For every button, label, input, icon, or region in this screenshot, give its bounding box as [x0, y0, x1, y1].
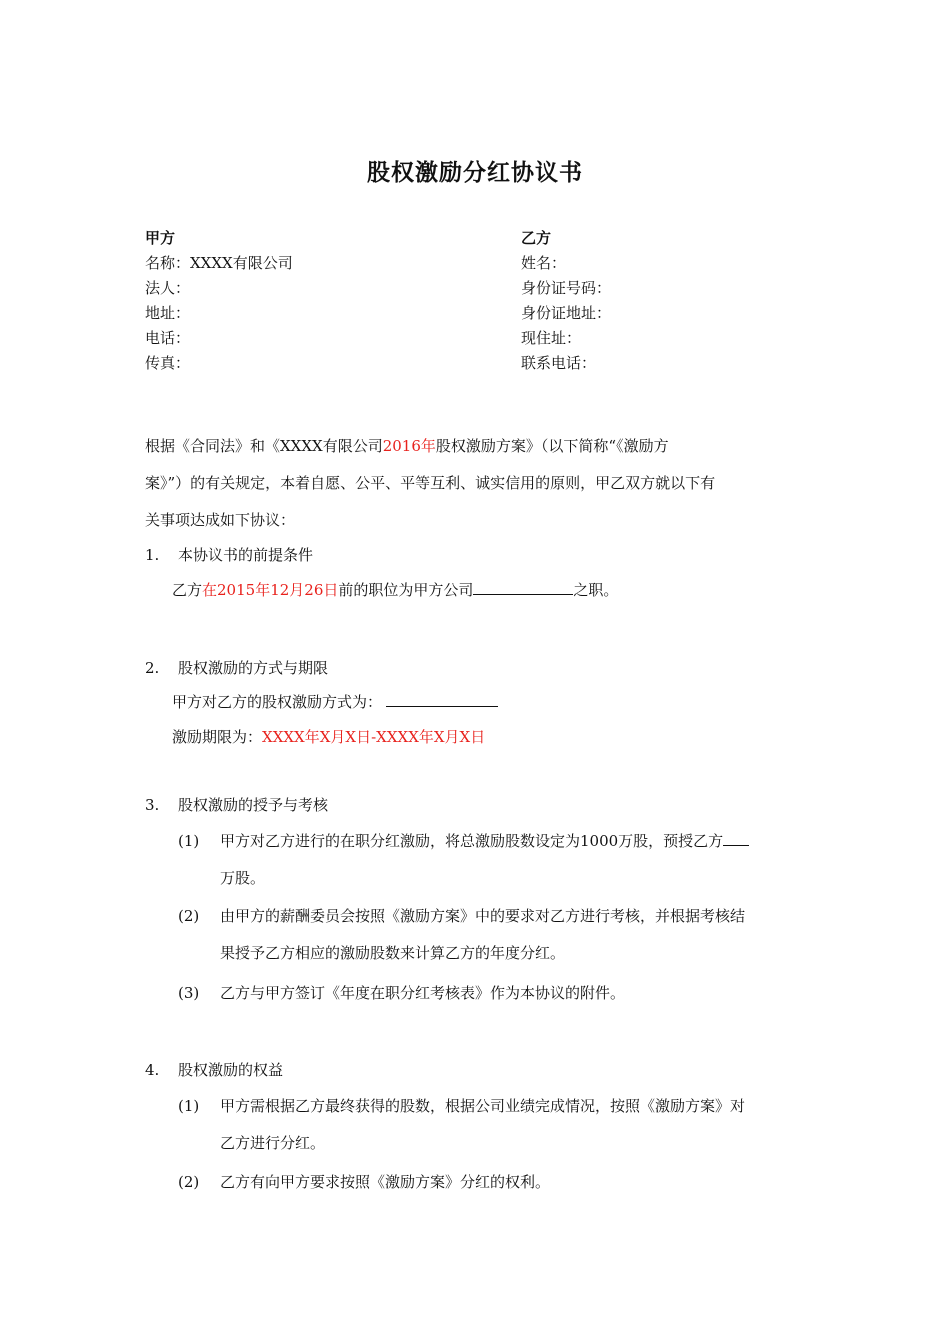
section-4-item-2-line-1: 乙方有向甲方要求按照《激励方案》分红的权利。: [220, 1173, 551, 1191]
section-3-item-3-number: (3): [178, 984, 200, 1002]
intro-year: 2016年: [382, 437, 436, 455]
section-2-number: 2.: [145, 659, 160, 677]
section-4-number: 4.: [145, 1061, 160, 1079]
party-a-fax: 传真：: [145, 354, 191, 372]
party-a-address: 地址：: [145, 304, 191, 322]
section-1-text: 之职。: [573, 581, 619, 599]
section-3-item-2-number: (2): [178, 907, 200, 925]
intro-line-3: 关事项达成如下协议：: [145, 511, 296, 529]
section-1-heading: 本协议书的前提条件: [178, 546, 314, 564]
document-title: 股权激励分红协议书: [367, 159, 583, 186]
section-1-body: [172, 580, 618, 600]
party-b-name: 姓名：: [521, 254, 567, 272]
party-b-contact-phone: 联系电话：: [521, 354, 597, 372]
section-4-item-1-line-1: 甲方需根据乙方最终获得的股数，根据公司业绩完成情况，按照《激励方案》对: [220, 1097, 746, 1115]
section-4-heading: 股权激励的权益: [178, 1061, 284, 1079]
section-1-date: 在2015年12月26日: [202, 581, 339, 599]
section-1-text: 乙方: [172, 581, 203, 599]
section-1-text: 前的职位为甲方公司: [338, 581, 474, 599]
section-4-item-1-number: (1): [178, 1097, 200, 1115]
section-2-method: [172, 692, 498, 712]
party-b-id-number: 身份证号码：: [521, 279, 612, 297]
party-a-legal-rep: 法人：: [145, 279, 191, 297]
section-3-heading: 股权激励的授予与考核: [178, 796, 329, 814]
party-b-current-address: 现住址：: [521, 329, 582, 347]
section-3-item-1-line-1: [220, 831, 749, 851]
method-blank: [386, 692, 498, 707]
section-2-method-label: 甲方对乙方的股权激励方式为：: [172, 693, 383, 711]
position-blank: [473, 580, 573, 595]
section-1-number: 1.: [145, 546, 160, 564]
party-a-heading: 甲方: [145, 229, 176, 247]
party-b-id-address: 身份证地址：: [521, 304, 612, 322]
party-a-phone: 电话：: [145, 329, 191, 347]
intro-line-1: [145, 436, 669, 456]
section-4-item-2-number: (2): [178, 1173, 200, 1191]
section-2-period-value: XXXX年X月X日-XXXX年X月X日: [262, 728, 486, 746]
party-a-name: 名称：XXXX有限公司: [145, 254, 293, 272]
section-3-item-1-number: (1): [178, 832, 200, 850]
section-3-item-2-line-2: 果授予乙方相应的激励股数来计算乙方的年度分红。: [220, 944, 566, 962]
section-4-item-1-line-2: 乙方进行分红。: [220, 1134, 326, 1152]
intro-text: 股权激励方案》（以下简称“《激励方: [435, 437, 669, 455]
section-3-number: 3.: [145, 796, 160, 814]
section-2-period: [172, 727, 485, 747]
section-2-period-label: 激励期限为：: [172, 728, 263, 746]
section-3-item-3-line-1: 乙方与甲方签订《年度在职分红考核表》作为本协议的附件。: [220, 984, 626, 1002]
shares-blank: [723, 831, 749, 846]
intro-line-2: 案》”）的有关规定，本着自愿、公平、平等互利、诚实信用的原则，甲乙双方就以下有: [145, 474, 716, 492]
section-3-item-1-line-2: 万股。: [220, 869, 266, 887]
intro-text: 根据《合同法》和《XXXX有限公司: [145, 437, 383, 455]
party-b-heading: 乙方: [521, 229, 552, 247]
section-3-item-1-text: 甲方对乙方进行的在职分红激励，将总激励股数设定为1000万股，预授乙方: [220, 832, 724, 850]
section-2-heading: 股权激励的方式与期限: [178, 659, 329, 677]
section-3-item-2-line-1: 由甲方的薪酬委员会按照《激励方案》中的要求对乙方进行考核，并根据考核结: [220, 907, 746, 925]
